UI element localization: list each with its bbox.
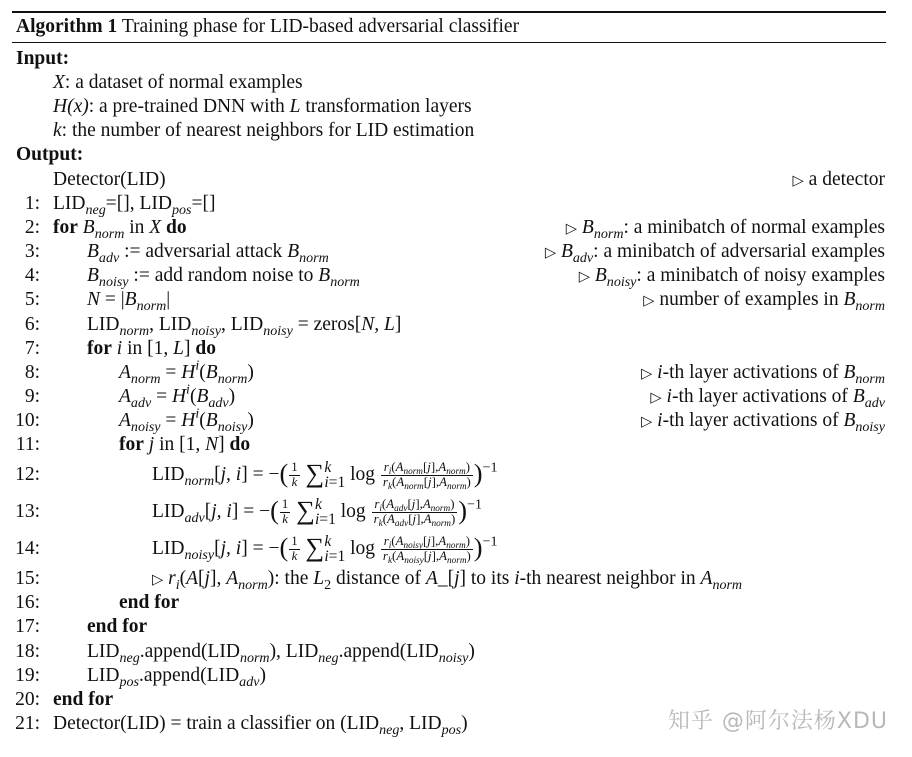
comment-text: : a minibatch of adversarial examples (593, 241, 885, 262)
keyword-for: for (119, 434, 144, 455)
line-text: distance of (336, 568, 422, 589)
algo-line-11: for j in [1, N] do (119, 434, 251, 455)
line-text: := add random noise to (133, 265, 314, 286)
line-text: Detector(LID) = train a classifier on (53, 713, 336, 734)
line-text: -th nearest neighbor in (519, 568, 696, 589)
line-number: 5: (24, 289, 40, 310)
algo-line-20: end for (53, 689, 114, 710)
line-number: 11: (15, 434, 40, 455)
algo-line-7: for i in [1, L] do (87, 338, 216, 359)
line-10-comment: ▷ i-th layer activations of $B_{noisy}$ (641, 410, 885, 435)
line-text: to its (470, 568, 510, 589)
comment-text: -th layer activations of (662, 362, 839, 383)
algo-line-19: $LID_{pos}.append(LID_{adv})$ (87, 665, 266, 690)
line-number: 2: (24, 217, 40, 238)
line-number: 19: (15, 665, 40, 686)
line-number: 18: (15, 641, 40, 662)
comment-triangle-icon: ▷ (641, 366, 653, 382)
comment-triangle-icon: ▷ (152, 572, 164, 588)
comment-triangle-icon: ▷ (544, 245, 557, 261)
comment-text: : a minibatch of noisy examples (636, 265, 885, 286)
input-item-dnn (53, 95, 472, 119)
output-comment (793, 168, 885, 193)
symbol-hx: H(x) (53, 96, 89, 117)
comment-triangle-icon: ▷ (641, 414, 653, 430)
line-number: 13: (15, 501, 40, 522)
algorithm-title: Training phase for LID-based adversarial classifier (121, 16, 520, 37)
comment-text: number of examples in (659, 289, 839, 310)
line-3-comment: ▷ $B_{adv}$: a minibatch of adversarial examples (544, 241, 885, 266)
line-5-comment: ▷ number of examples in $B_{norm}$ (643, 289, 885, 314)
top-rule (12, 11, 886, 13)
input-item-dataset (53, 71, 303, 95)
line-number: 17: (15, 616, 40, 637)
keyword-in: in (159, 434, 175, 455)
input-heading: Input: (16, 48, 70, 69)
input-item-text: transformation layers (300, 96, 472, 117)
symbol-l: L (289, 96, 301, 117)
keyword-for: for (53, 217, 78, 238)
output-heading: Output: (16, 144, 84, 165)
line-number: 14: (15, 538, 40, 559)
algo-line-4: $B_{noisy}$ := add random noise to $B_{norm}$ (87, 265, 360, 290)
line-text: : the (274, 568, 309, 589)
comment-triangle-icon: ▷ (643, 293, 655, 309)
line-number: 10: (15, 410, 40, 431)
algo-line-17: end for (87, 616, 148, 637)
watermark: 知乎 @阿尔法杨XDU (667, 709, 888, 734)
algo-line-10: $A_{noisy} = H^i(B_{noisy})$ (119, 405, 254, 435)
comment-text: -th layer activations of (671, 386, 848, 407)
comment-triangle-icon: ▷ (565, 221, 578, 237)
symbol-x: X (53, 72, 65, 93)
algo-line-13: $LID_{adv}[j$, i] = −( $\frac{1}{k}$ ∑k i=1 log $\frac{r_i(A_{adv}[j],A_{norm})}{r_k(A_{adv}[j],A_{norm})}$ )$^{-1}$ (152, 495, 482, 530)
line-text: := adversarial attack (124, 241, 283, 262)
line-number: 6: (24, 314, 40, 335)
line-4-comment: ▷ $B_{noisy}$: a minibatch of noisy examples (578, 265, 885, 290)
algo-line-18: $LID_{neg}.append(LID_{norm})$, $LID_{neg}.append(LID_{noisy})$ (87, 641, 475, 666)
line-2-comment: ▷ $B_{norm}$: a minibatch of normal examples (565, 217, 885, 242)
algo-line-21: Detector(LID) = train a classifier on ($LID_{neg}$, $LID_{pos}$) (53, 713, 468, 738)
input-item-text: : a pre-trained DNN with (88, 96, 290, 117)
caption-rule (12, 42, 886, 43)
line-number: 12: (15, 464, 40, 485)
line-number: 20: (15, 689, 40, 710)
keyword-do: do (166, 217, 187, 238)
keyword-do: do (229, 434, 251, 455)
keyword-do: do (195, 338, 216, 359)
keyword-in: in (127, 338, 143, 359)
comment-text: a detector (808, 169, 885, 190)
line-number: 8: (24, 362, 40, 383)
algo-line-8: $A_{norm} = H^i(B_{norm})$ (119, 357, 254, 387)
algo-line-5: $N = |B_{norm}|$ (87, 289, 171, 314)
line-number: 7: (24, 338, 40, 359)
algorithm-caption (16, 15, 519, 39)
line-number: 4: (24, 265, 40, 286)
comment-triangle-icon: ▷ (792, 173, 804, 189)
symbol-k: k (53, 120, 62, 141)
input-item-text: : a dataset of normal examples (64, 72, 303, 93)
keyword-in: in (129, 217, 145, 238)
algo-line-16: end for (119, 592, 180, 613)
algo-line-6: $LID_{norm}$, $LID_{noisy}$, $LID_{noisy}$ = zeros[N, L] (87, 314, 402, 339)
line-number: 1: (24, 193, 40, 214)
algo-line-9: $A_{adv} = H^i(B_{adv})$ (119, 381, 236, 411)
keyword-for: for (87, 338, 112, 359)
line-text: zeros (313, 314, 355, 335)
output-item: Detector(LID) (53, 169, 166, 190)
algo-line-2: for $B_{norm}$ in X do (53, 217, 187, 242)
input-item-k (53, 119, 474, 143)
algorithm-label: Algorithm 1 (16, 16, 118, 37)
comment-triangle-icon: ▷ (650, 390, 662, 406)
algo-line-14: $LID_{noisy}[j$, i] = −( $\frac{1}{k}$ ∑k i=1 log $\frac{r_i(A_{noisy}[j],A_{norm})}{r_k(A_{noisy}[j],A_{norm})}$ )$^{-1}$ (152, 532, 498, 567)
comment-triangle-icon: ▷ (578, 269, 590, 285)
line-9-comment: ▷ i-th layer activations of $B_{adv}$ (650, 386, 885, 411)
algo-line-1: $LID_{neg}=[]$, $LID_{pos}=[]$ (53, 193, 216, 218)
algo-line-15: ▷ $r_i(A[j]$, $A_{norm}$): the $L_2$ distance of A_[j] to its i-th nearest neighbor in $A_{norm}$ (152, 568, 743, 593)
line-number: 3: (24, 241, 40, 262)
comment-text: -th layer activations of (662, 410, 839, 431)
algo-line-12: $LID_{norm}[j$, i] = −( $\frac{1}{k}$ ∑k i=1 log $\frac{r_i(A_{norm}[j],A_{norm})}{r_k(A_{norm}[j],A_{norm})}$ )$^{-1}$ (152, 458, 498, 493)
line-8-comment: ▷ i-th layer activations of $B_{norm}$ (641, 362, 885, 387)
line-number: 21: (15, 713, 40, 734)
algo-line-3: $B_{adv}$ := adversarial attack $B_{norm}$ (87, 241, 329, 266)
line-number: 15: (15, 568, 40, 589)
line-number: 9: (24, 386, 40, 407)
line-number: 16: (15, 592, 40, 613)
input-item-text: : the number of nearest neighbors for LID estimation (61, 120, 475, 141)
comment-text: : a minibatch of normal examples (623, 217, 885, 238)
